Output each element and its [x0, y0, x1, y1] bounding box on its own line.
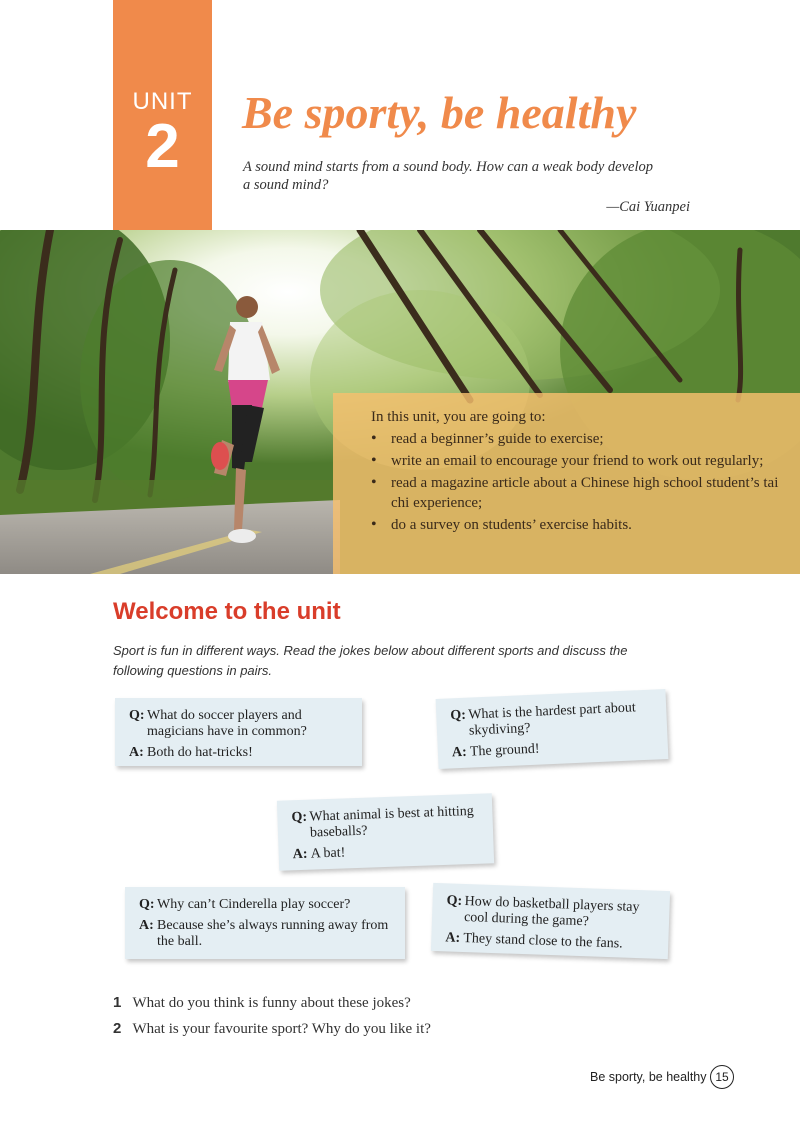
question-text: What do you think is funny about these jokes?	[132, 995, 411, 1011]
instructions: Sport is fun in different ways. Read the jokes below about different sports and discuss the following questions in pairs.	[113, 643, 628, 678]
goals-list	[371, 429, 780, 535]
joke-question	[446, 893, 656, 932]
q-label: Q:	[291, 809, 308, 826]
section-heading: Welcome to the unit	[113, 598, 341, 625]
unit-title: Be sporty, be healthy	[242, 87, 637, 138]
running-title: Be sporty, be healthy	[590, 1070, 707, 1084]
a-label: A:	[129, 745, 144, 760]
joke-card	[115, 698, 362, 766]
a-label: A:	[451, 744, 468, 761]
goals-intro: In this unit, you are going to:	[371, 409, 546, 425]
joke-card	[125, 887, 405, 959]
quote-author: —Cai Yuanpei	[606, 199, 690, 215]
q-label: Q:	[446, 893, 463, 909]
quote: A sound mind starts from a sound body. How can a weak body develop a sound mind?	[243, 159, 654, 193]
answer-text: Both do hat-tricks!	[147, 745, 253, 760]
unit-number: 2	[145, 112, 180, 181]
unit-tab	[113, 0, 212, 230]
answer-text: The ground!	[469, 741, 540, 760]
discussion-questions	[113, 990, 431, 1042]
q-label: Q:	[450, 707, 467, 724]
question-text: How do basketball players stay cool during the game?	[463, 893, 640, 930]
joke-answer	[445, 930, 654, 953]
question-text: What animal is best at hitting baseballs?	[309, 803, 475, 841]
joke-answer	[292, 841, 479, 864]
joke-question	[129, 708, 348, 740]
answer-text: They stand close to the fans.	[463, 930, 623, 952]
joke-answer	[139, 918, 391, 950]
joke-answer	[452, 737, 655, 762]
unit-goals-box	[333, 393, 800, 574]
joke-question	[291, 804, 479, 843]
joke-card	[277, 793, 494, 870]
answer-text: Because she’s always running away from the ball.	[157, 918, 389, 949]
unit-label: UNIT	[132, 88, 193, 115]
goal-item: • read a magazine article about a Chinese high school student’s tai chi experience;	[371, 473, 780, 513]
q-label: Q:	[139, 897, 155, 912]
goal-item: • write an email to encourage your friend to work out regularly;	[371, 451, 780, 471]
discussion-question	[113, 990, 431, 1016]
question-text: What do soccer players and magicians have in common?	[147, 708, 307, 739]
question-number: 1	[113, 994, 122, 1011]
question-number: 2	[113, 1020, 122, 1037]
question-text: What is the hardest part about skydiving?	[467, 700, 637, 739]
page-number: 15	[710, 1065, 734, 1089]
a-label: A:	[139, 918, 154, 933]
discussion-question	[113, 1016, 431, 1042]
goal-item: • do a survey on students’ exercise habits.	[371, 515, 780, 535]
joke-answer	[129, 745, 348, 761]
joke-question	[450, 700, 653, 741]
joke-card	[436, 689, 669, 769]
question-text: What is your favourite sport? Why do you like it?	[132, 1021, 431, 1037]
q-label: Q:	[129, 708, 145, 723]
joke-question	[139, 897, 391, 913]
a-label: A:	[292, 846, 308, 863]
a-label: A:	[445, 930, 461, 946]
question-text: Why can’t Cinderella play soccer?	[157, 897, 351, 912]
goal-item: • read a beginner’s guide to exercise;	[371, 429, 780, 449]
answer-text: A bat!	[310, 845, 346, 862]
joke-card	[431, 883, 670, 959]
